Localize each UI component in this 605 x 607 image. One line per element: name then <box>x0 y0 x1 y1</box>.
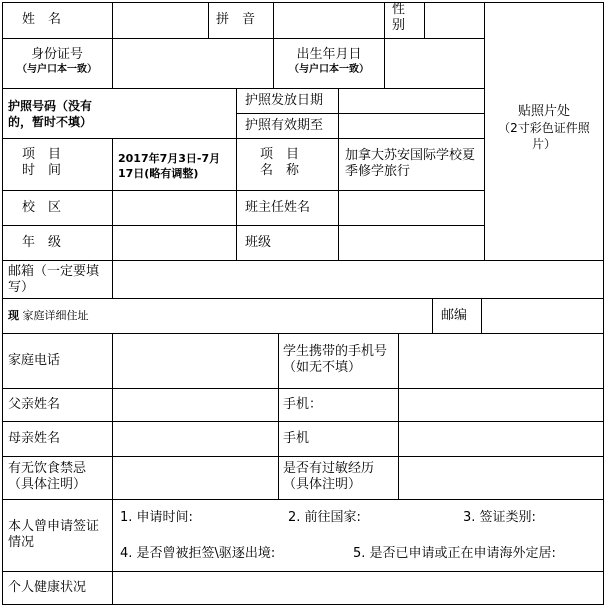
teacher-field[interactable] <box>339 191 484 225</box>
passport-expiry-field[interactable] <box>339 114 484 138</box>
photo-placeholder[interactable]: 贴照片处 （2寸彩色证件照片） <box>498 104 590 151</box>
gender-label: 性 别 <box>392 2 406 33</box>
home-phone-label: 家庭电话 <box>8 353 61 368</box>
health-label: 个人健康状况 <box>8 580 87 595</box>
email-field[interactable] <box>113 261 603 298</box>
mother-phone-field[interactable] <box>399 422 603 456</box>
email-label: 邮箱（一定要填写） <box>8 264 100 295</box>
visa-q4[interactable]: 4. 是否曾被拒签\驱逐出境: <box>120 546 276 561</box>
father-name-label: 父亲姓名 <box>8 397 61 412</box>
home-phone-field[interactable] <box>113 334 278 388</box>
class-label: 班级 <box>245 235 272 250</box>
mother-name-field[interactable] <box>113 422 278 456</box>
project-time-value: 2017年7月3日-7月17日(略有调整) <box>118 152 221 180</box>
address-label: 现 家庭详细住址 <box>8 309 89 322</box>
health-field[interactable] <box>113 572 603 604</box>
father-phone-field[interactable] <box>399 389 603 421</box>
student-phone-field[interactable] <box>399 334 603 388</box>
passport-expiry-label: 护照有效期至 <box>245 118 324 133</box>
father-phone-label: 手机： <box>283 397 323 412</box>
name-field[interactable] <box>113 3 208 38</box>
visa-q1[interactable]: 1. 申请时间: <box>120 510 193 525</box>
student-phone-label: 学生携带的手机号（如无不填） <box>283 344 388 375</box>
birth-label: 出生年月日 （与户口本一致） <box>289 47 369 75</box>
campus-label: 校 区 <box>22 200 62 215</box>
allergy-field[interactable] <box>399 457 603 499</box>
address-field[interactable] <box>113 299 432 333</box>
passport-label: 护照号码（没有的，暂时不填） <box>8 99 93 129</box>
project-name-value: 加拿大苏安国际学校夏季修学旅行 <box>345 148 476 179</box>
grade-label: 年 级 <box>22 235 62 250</box>
passport-issue-label: 护照发放日期 <box>245 93 324 108</box>
father-name-field[interactable] <box>113 389 278 421</box>
allergy-label: 是否有过敏经历（具体注明） <box>283 461 375 492</box>
project-time-label: 项 目 时 间 <box>22 147 62 178</box>
grade-field[interactable] <box>113 226 236 260</box>
diet-field[interactable] <box>113 457 278 499</box>
visa-label: 本人曾申请签证情况 <box>8 519 100 550</box>
diet-label: 有无饮食禁忌（具体注明） <box>8 461 87 492</box>
visa-q2[interactable]: 2. 前往国家: <box>288 510 361 525</box>
visa-q5[interactable]: 5. 是否已申请或正在申请海外定居: <box>353 546 556 561</box>
visa-q3[interactable]: 3. 签证类别: <box>463 510 536 525</box>
campus-field[interactable] <box>113 191 236 225</box>
name-label: 姓 名 <box>22 12 62 27</box>
pinyin-label: 拼 音 <box>216 12 256 27</box>
passport-issue-field[interactable] <box>339 89 484 113</box>
passport-field[interactable] <box>113 89 236 138</box>
id-field[interactable] <box>113 39 273 88</box>
pinyin-field[interactable] <box>274 3 384 38</box>
id-label: 身份证号 （与户口本一致） <box>17 47 97 75</box>
gender-field[interactable] <box>425 3 484 38</box>
postcode-field[interactable] <box>482 299 603 333</box>
teacher-label: 班主任姓名 <box>245 200 311 215</box>
project-name-label: 项 目 名 称 <box>260 147 300 178</box>
postcode-label: 邮编 <box>441 308 468 323</box>
mother-phone-label: 手机 <box>283 431 310 446</box>
class-field[interactable] <box>339 226 484 260</box>
birth-field[interactable] <box>385 39 484 88</box>
mother-name-label: 母亲姓名 <box>8 431 61 446</box>
